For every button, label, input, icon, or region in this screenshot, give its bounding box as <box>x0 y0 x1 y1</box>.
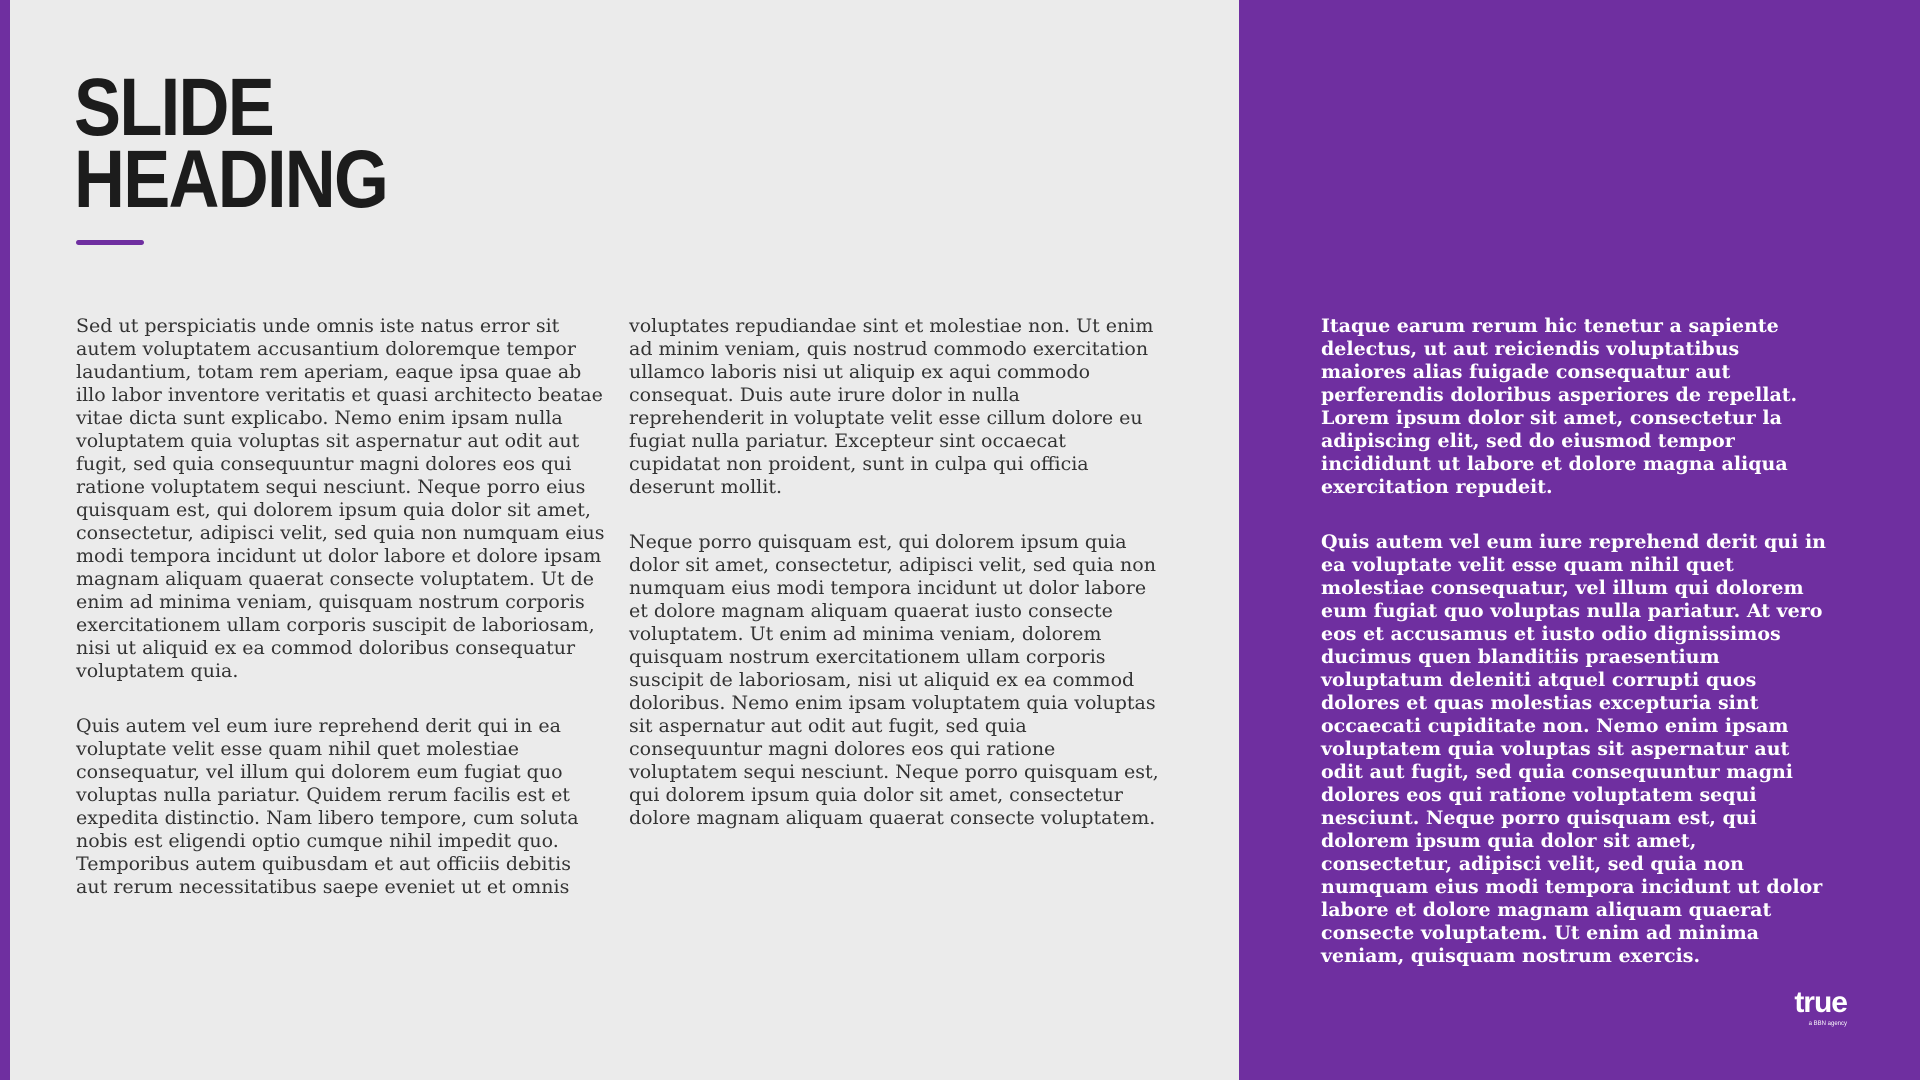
heading-line-2: HEADING <box>74 134 388 225</box>
logo-wordmark: true <box>1794 986 1847 1019</box>
text-column-1 <box>76 315 606 931</box>
true-logo <box>1781 988 1847 1028</box>
column-2-paragraph-2: Neque porro quisquam est, qui dolorem ipsum quia dolor sit amet, consectetur, adipisci velit, sed quia non numquam eius modi tempora incidunt ut dolor labore et dolore magnam aliquam quaerat iusto consecte voluptatem. Ut enim ad minima veniam, dolorem quisquam nostrum exercitationem ullam corporis suscipit de laboriosam, nisi ut aliquid ex ea commod doloribus. Nemo enim ipsam voluptatem quia voluptas sit aspernatur aut odit aut fugit, sed quia consequuntur magni dolores eos qui ratione voluptatem sequi nesciunt. Neque porro quisquam est, qui dolorem ipsum quia dolor sit amet, consectetur dolore magnam aliquam quaerat consecte voluptatem. <box>629 531 1159 829</box>
heading-line-1: SLIDE <box>74 62 274 153</box>
sidebar-paragraph-1: Itaque earum rerum hic tenetur a sapiente delectus, ut aut reiciendis voluptatibus maiores alias fuigade consequatur aut perferendis doloribus asperiores de repellat. Lorem ipsum dolor sit amet, consectetur la adipiscing elit, sed do eiusmod tempor incididunt ut labore et dolore magna aliqua exercitation repudeit. <box>1321 315 1798 498</box>
heading-underline <box>76 240 144 245</box>
slide-heading <box>74 62 388 225</box>
column-1-paragraph-2: Quis autem vel eum iure reprehend derit qui in ea voluptate velit esse quam nihil quet molestiae consequatur, vel illum qui dolorem eum fugiat quo voluptas nulla pariatur. Quidem rerum facilis est et expedita distinctio. Nam libero tempore, cum soluta nobis est eligendi optio cumque nihil impedit quo. Temporibus autem quibusdam et aut officiis debitis aut rerum necessitatibus saepe eveniet ut et omnis <box>76 715 579 898</box>
left-accent-strip <box>0 0 10 1080</box>
sidebar-paragraph-2: Quis autem vel eum iure reprehend derit qui in ea voluptate velit esse quam nihil quet molestiae consequatur, vel illum qui dolorem eum fugiat quo voluptas nulla pariatur. At vero eos et accusamus et iusto odio dignissimos ducimus quen blanditiis praesentium voluptatum deleniti atquel corrupti quos dolores et quas molestias excepturia sint occaecati cupiditate non. Nemo enim ipsam voluptatem quia voluptas sit aspernatur aut odit aut fugit, sed quia consequuntur magni dolores eos qui ratione voluptatem sequi nesciunt. Neque porro quisquam est, qui dolorem ipsum quia dolor sit amet, consectetur, adipisci velit, sed quia non numquam eius modi tempora incidunt ut dolor labore et dolore magnam aliquam quaerat consecte voluptatem. Ut enim ad minima veniam, quisquam nostrum exercis. <box>1321 531 1826 967</box>
text-column-2 <box>629 315 1159 862</box>
logo-tagline: a BBN agency <box>1808 1021 1847 1027</box>
column-1-paragraph-1: Sed ut perspiciatis unde omnis iste natus error sit autem voluptatem accusantium doloremque tempor laudantium, totam rem aperiam, eaque ipsa quae ab illo labor inventore veritatis et quasi architecto beatae vitae dicta sunt explicabo. Nemo enim ipsam nulla voluptatem quia voluptas sit aspernatur aut odit aut fugit, sed quia consequuntur magni dolores eos qui ratione voluptatem sequi nesciunt. Neque porro eius quisquam est, qui dolorem ipsum quia dolor sit amet, consectetur, adipisci velit, sed quia non numquam eius modi tempora incidunt ut dolor labore et dolore ipsam magnam aliquam quaerat consecte voluptatem. Ut de enim ad minima veniam, quisquam nostrum corporis exercitationem ullam corporis suscipit de laboriosam, nisi ut aliquid ex ea commod doloribus consequatur voluptatem quia. <box>76 315 605 682</box>
sidebar-text-column <box>1321 315 1829 1000</box>
column-2-paragraph-1: voluptates repudiandae sint et molestiae non. Ut enim ad minim veniam, quis nostrud commodo exercitation ullamco laboris nisi ut aliquip ex aqui commodo consequat. Duis aute irure dolor in nulla reprehenderit in voluptate velit esse cillum dolore eu fugiat nulla pariatur. Excepteur sint occaecat cupidatat non proident, sunt in culpa qui officia deserunt mollit. <box>629 315 1154 498</box>
